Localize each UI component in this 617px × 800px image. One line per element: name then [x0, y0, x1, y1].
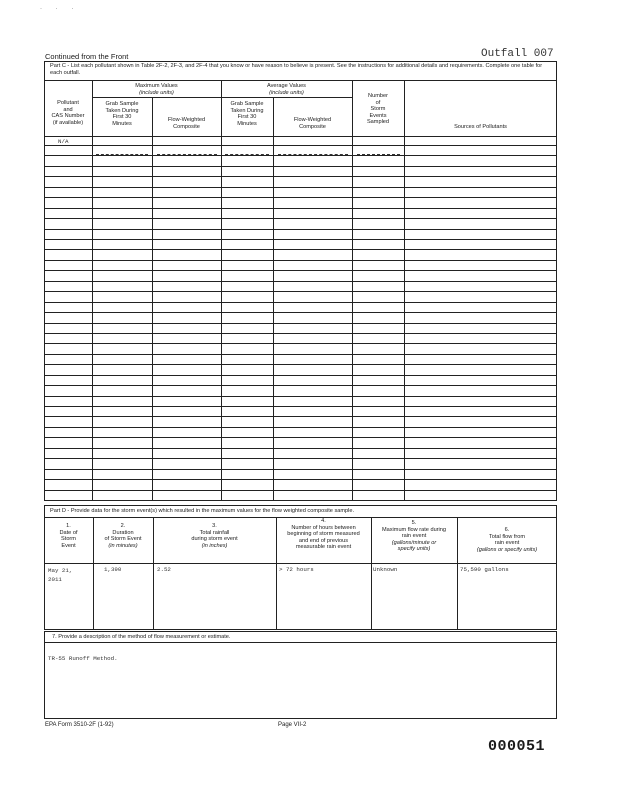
- table-row: [44, 166, 557, 167]
- table-row: [44, 270, 557, 271]
- storm-hours: > 72 hours: [279, 566, 314, 573]
- storm-total-flow: 75,590 gallons: [460, 566, 509, 573]
- table-row: [44, 448, 557, 449]
- form-number: EPA Form 3510-2F (1-92): [45, 722, 114, 728]
- maximum-values-header: Maximum Values (include units): [135, 83, 178, 96]
- page-number: Page VII-2: [278, 722, 307, 728]
- max-grab-header: Grab Sample Taken During First 30 Minutes: [105, 101, 139, 127]
- pollutant-header: Pollutant and CAS Number (if available): [51, 100, 85, 126]
- outfall-label: Outfall 007: [481, 48, 554, 60]
- table-row: [44, 208, 557, 209]
- part-d-label: Part D - Provide data for the storm event(s) which resulted in the maximum values for the flow weighted composite sample.: [50, 508, 355, 514]
- bates-number: 000051: [488, 738, 546, 755]
- table-row: [44, 469, 557, 470]
- table-row: [44, 458, 557, 459]
- table-row: [44, 343, 557, 344]
- part-c-instruction: Part C - List each pollutant shown in Table 2F-2, 2F-3, and 2F-4 that you know or have reason to believe is present. See the instructions for additional details and requirements. Complete one table for each outfall.: [50, 63, 543, 76]
- table-row: [44, 437, 557, 438]
- table-row: [44, 490, 557, 491]
- table-row: [44, 145, 557, 146]
- number-events-header: Number of Storm Events Sampled: [366, 93, 390, 126]
- sources-header: Sources of Pollutants: [454, 124, 507, 130]
- table-row: [44, 375, 557, 376]
- table-row: [44, 281, 557, 282]
- table-row: [44, 260, 557, 261]
- avg-flow-weighted-header: Flow-Weighted Composite: [293, 117, 332, 130]
- rainfall-header: 3. Total rainfall during storm event (in inches): [191, 523, 238, 549]
- table-row: [44, 302, 557, 303]
- table-row: [44, 427, 557, 428]
- table-row: [44, 364, 557, 365]
- first-row-na: N/A: [58, 138, 69, 145]
- table-row: [44, 249, 557, 250]
- table-row: [44, 323, 557, 324]
- table-row: [44, 218, 557, 219]
- part-e-label: 7. Provide a description of the method of flow measurement or estimate.: [52, 634, 231, 640]
- avg-grab-header: Grab Sample Taken During First 30 Minutes: [230, 101, 264, 127]
- storm-rainfall: 2.52: [157, 566, 171, 573]
- table-row: [44, 312, 557, 313]
- hours-header: 4. Number of hours between beginning of storm measured and end of previous measurable rain event: [287, 518, 360, 551]
- table-row: [44, 187, 557, 188]
- storm-duration: 1,390: [104, 566, 122, 573]
- table-row: [44, 385, 557, 386]
- table-row: [44, 333, 557, 334]
- table-row: [44, 229, 557, 230]
- table-row: [44, 155, 557, 156]
- table-row: [44, 416, 557, 417]
- storm-max-flow: Unknown: [373, 566, 398, 573]
- max-flow-weighted-header: Flow-Weighted Composite: [167, 117, 206, 130]
- table-row: [44, 354, 557, 355]
- total-flow-header: 6. Total flow from rain event (gallons or specify units): [476, 527, 538, 553]
- date-header: 1. Date of Storm Event: [59, 523, 78, 549]
- part-e-box: [44, 631, 557, 719]
- flow-method-text: TR-55 Runoff Method.: [48, 655, 118, 662]
- table-row: [44, 291, 557, 292]
- table-row: [44, 406, 557, 407]
- table-row: [44, 197, 557, 198]
- max-flow-header: 5. Maximum flow rate during rain event (gallons/minute or specify units): [381, 520, 447, 553]
- table-row: [44, 239, 557, 240]
- table-row: [44, 479, 557, 480]
- table-row: [44, 396, 557, 397]
- table-row: [44, 176, 557, 177]
- average-values-header: Average Values (include units): [267, 83, 306, 96]
- scan-specks: · · ·: [40, 6, 80, 12]
- duration-header: 2. Duration of Storm Event (in minutes): [104, 523, 142, 549]
- storm-date: May 21, 2011: [48, 567, 73, 583]
- continued-label: Continued from the Front: [45, 52, 129, 61]
